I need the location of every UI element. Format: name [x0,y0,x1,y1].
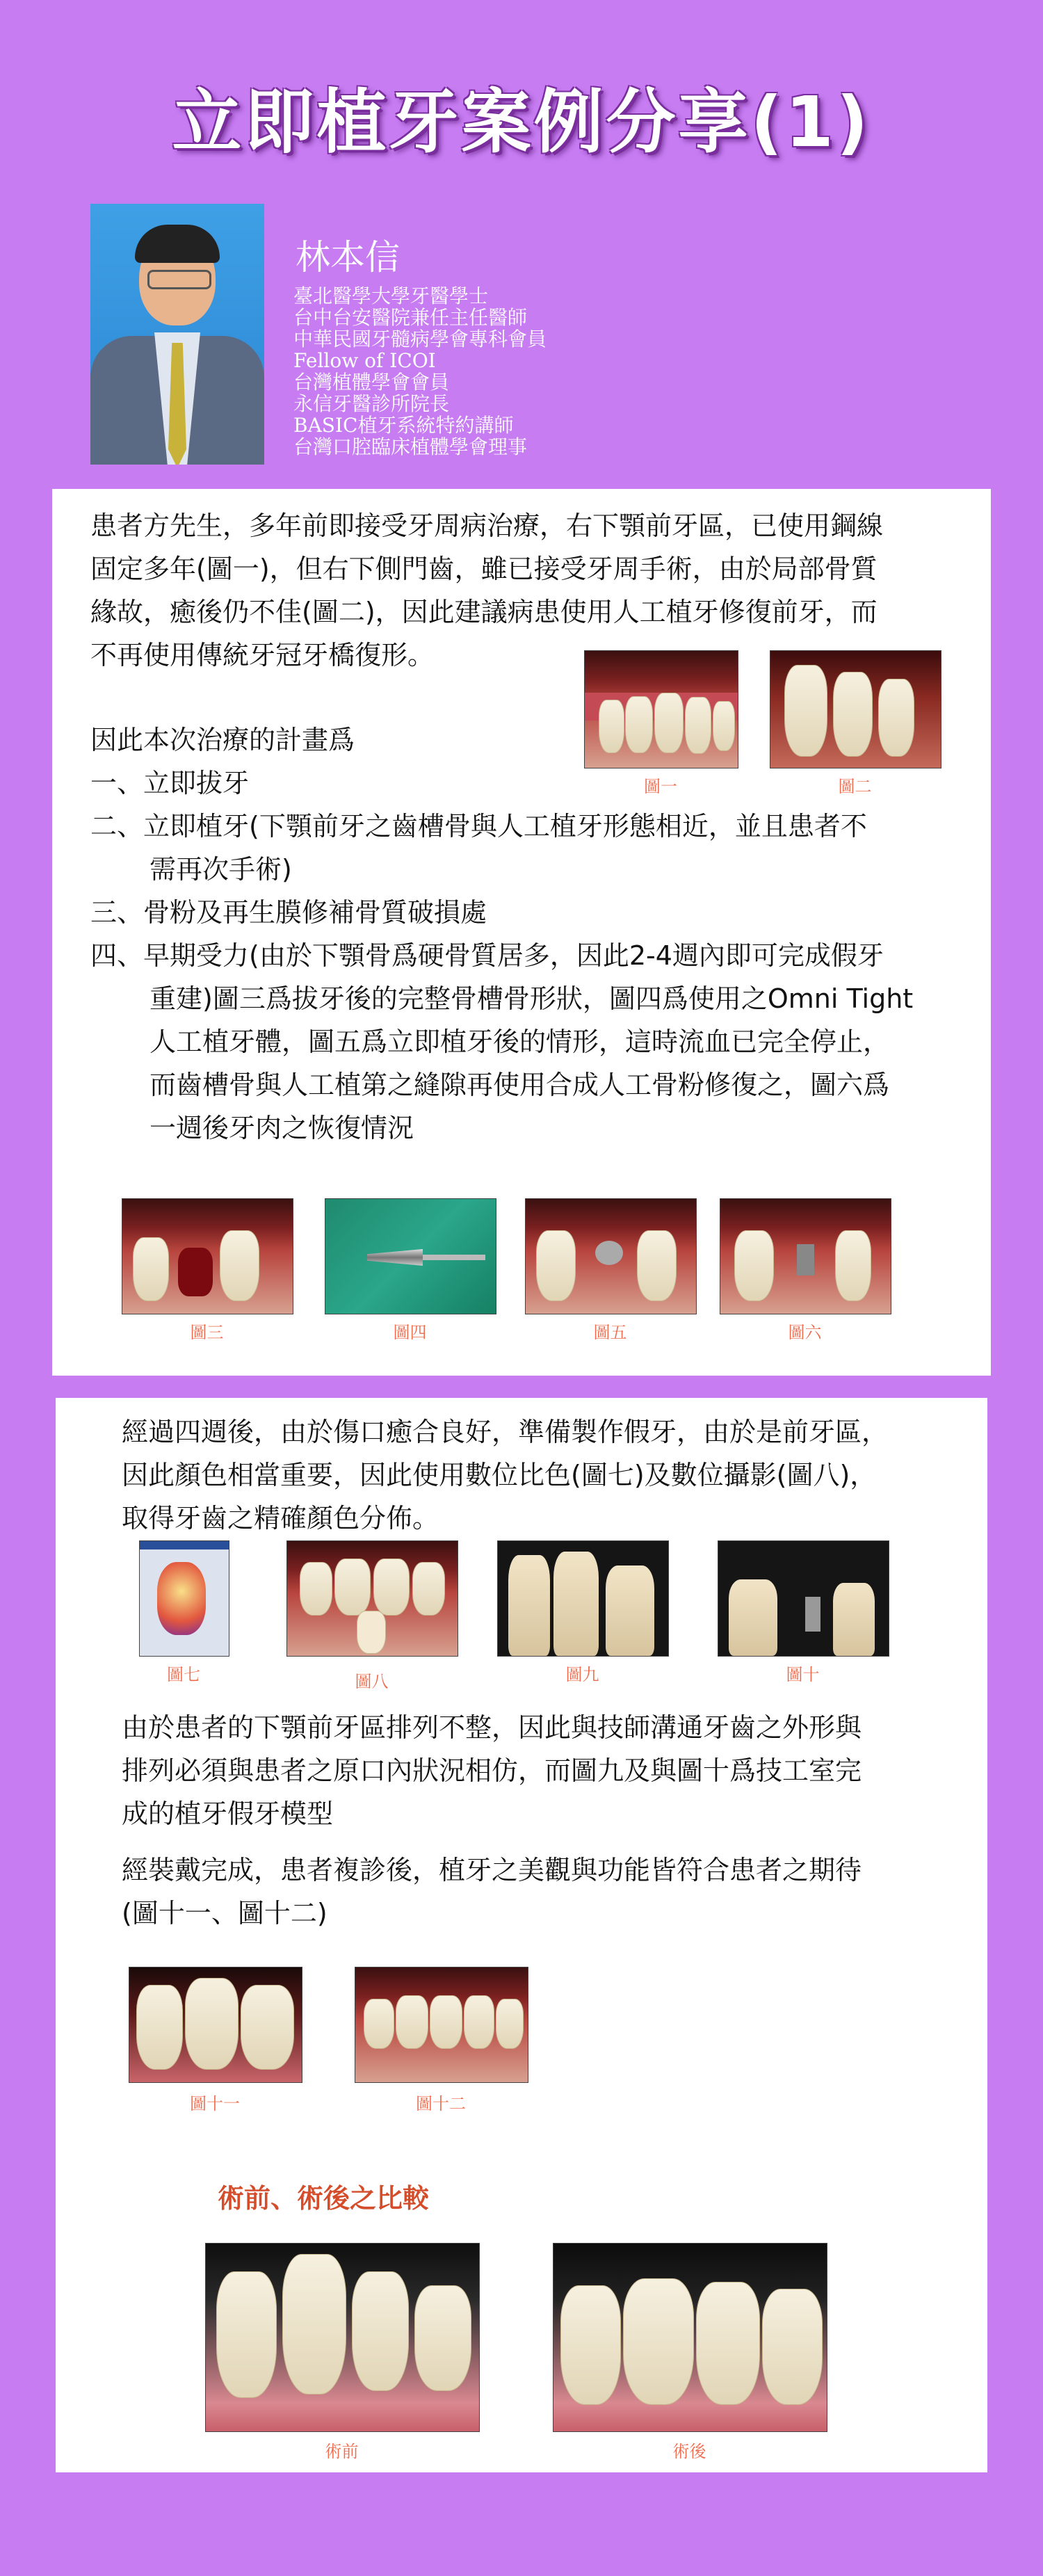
lab-paragraph: 由於患者的下顎前牙區排列不整，因此與技師溝通牙齒之外形與 排列必須與患者之原口內狀況相仿，而圖九及與圖十爲技工室完 成的植牙假牙模型 [122,1712,862,1829]
figure-8-caption: 圖八 [355,1672,389,1691]
figure-3-image [122,1198,293,1314]
credential-item: 中華民國牙髓病學會專科會員 [293,328,547,351]
restoration-panel [56,1398,987,2472]
plan-item: 三、骨粉及再生膜修補骨質破損處 [90,897,487,928]
figure-10-caption: 圖十 [786,1665,820,1684]
figure-1-image [584,650,738,768]
figure-6-caption: 圖六 [788,1323,822,1342]
plan-item: 一、立即拔牙 [90,768,250,798]
credential-item: 台中台安醫院兼任主任醫師 [293,306,528,329]
figure-8-image [286,1540,458,1657]
figure-4-caption: 圖四 [393,1323,427,1342]
case-description-panel [52,489,991,1376]
result-paragraph: 經裝戴完成，患者複診後，植牙之美觀與功能皆符合患者之期待 (圖十一、圖十二) [122,1855,862,1929]
figure-10-image [718,1540,889,1657]
author-name: 林本信 [296,237,400,277]
figure-4-image [325,1198,496,1314]
after-caption: 術後 [672,2442,706,2461]
credential-item: 永信牙醫診所院長 [293,392,450,415]
author-photo [90,204,264,465]
figure-5-image [525,1198,697,1314]
color-matching-paragraph: 經過四週後，由於傷口癒合良好，準備製作假牙，由於是前牙區， 因此顏色相當重要，因此使用數位比色(圖七)及數位攝影(圖八)， 取得牙齒之精確顏色分佈。 [122,1417,889,1533]
credential-item: 台灣植體學會會員 [293,371,450,394]
intro-paragraph: 患者方先生，多年前即接受牙周病治療，右下顎前牙區，已使用鋼線 固定多年(圖一)，但右下側門齒，雖已接受牙周手術，由於局部骨質 緣故，癒後仍不佳(圖二)，因此建議病患使用人工植牙修復前牙，而 不再使用傳統牙冠牙橋復形。 [90,510,884,670]
figure-9-image [497,1540,669,1657]
figure-5-caption: 圖五 [593,1323,627,1342]
page-title: 立即植牙案例分享(1) [172,81,871,163]
figure-3-caption: 圖三 [190,1323,224,1342]
figure-11-caption: 圖十一 [190,2094,240,2114]
plan-heading: 因此本次治療的計畫爲 [90,725,355,755]
before-image [205,2243,480,2432]
figure-7-caption: 圖七 [167,1665,200,1684]
figure-12-caption: 圖十二 [416,2094,466,2114]
figure-11-image [129,1967,302,2083]
figure-9-caption: 圖九 [565,1665,599,1684]
treatment-plan-list: 一、立即拔牙 二、立即植牙(下顎前牙之齒槽骨與人工植牙形態相近，並且患者不 需再次手術) 三、骨粉及再生膜修補骨質破損處 四、早期受力(由於下顎骨爲硬骨質居多，因此2-4週內即可完成假牙 重建)圖三爲拔牙後的完整骨槽骨形狀，圖四爲使用之Omni Tight 人工植牙體，圖五爲立即植牙後的情形，這時流血已完全停止， 而齒槽骨與人工植第之縫隙再使用合成人工骨粉修復之，圖六爲 一週後牙肉之恢復情況 [90,762,913,1150]
plan-item: 四、早期受力(由於下顎骨爲硬骨質居多，因此2-4週內即可完成假牙 [90,940,884,971]
credential-item: BASIC植牙系統特約講師 [293,414,514,437]
before-caption: 術前 [325,2442,359,2461]
figure-6-image [720,1198,891,1314]
credential-item: 臺北醫學大學牙醫學士 [293,284,489,307]
credential-item: 台灣口腔臨床植體學會理事 [293,435,528,458]
credential-item: Fellow of ICOI [293,349,436,372]
figure-1-caption: 圖一 [644,777,677,796]
figure-2-image [770,650,941,768]
comparison-heading: 術前、術後之比較 [218,2183,430,2214]
after-image [553,2243,827,2432]
author-credentials [293,285,547,458]
figure-2-caption: 圖二 [838,777,872,796]
figure-7-image [139,1540,229,1657]
figure-12-image [355,1967,528,2083]
plan-item: 二、立即植牙(下顎前牙之齒槽骨與人工植牙形態相近，並且患者不 [90,811,867,842]
